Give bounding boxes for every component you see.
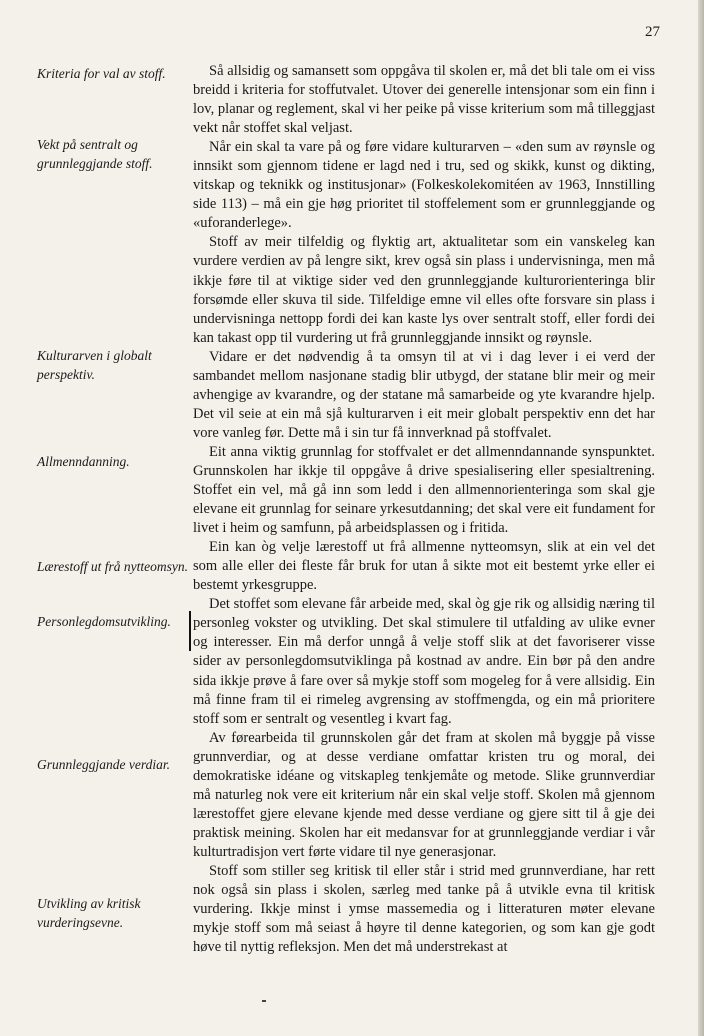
paragraph-grunnverdiar: Av førearbeida til grunnskolen går det fram at skolen må byggje på visse grunnverdiar, og at desse verdiane omfattar kristen tru og moral, dei demokratiske idéane og vitskapleg tenkjemåte og metode. Slike grunnverdiar må naturleg nok vere eit kriterium når ein skal velje stoff. Skolen må gjennom lærestoffet gjere elevane kjende med desse verdiane og gjere sitt til å gje dei praktisk meining. Skolen har eit medansvar for at grunnleggjande verdiar i vår kulturtradisjon vert førte vidare til nye generasjonar.: [193, 729, 655, 860]
margin-note-allmenndanning: Allmenndanning.: [37, 454, 130, 469]
margin-note-kulturarven: Kulturarven i globalt perspektiv.: [37, 348, 152, 382]
scan-mark: [262, 1000, 266, 1002]
body-text: [193, 62, 655, 957]
margin-note-laerestoff: Lærestoff ut frå nytteomsyn.: [37, 559, 188, 574]
margin-note-verdiar: Grunnleggjande verdiar.: [37, 757, 170, 772]
margin-note-kriteria: Kriteria for val av stoff.: [37, 66, 166, 81]
paragraph-criteria: Så allsidig og samansett som oppgåva til skolen er, må det bli tale om ei viss breidd i kriteria for stoffutvalet. Utover dei generelle intensjonar som ein finn i lov, planar og reglement, skal vi her peike på visse kriterium som må tilleggjast vekt når stoffet skal veljast.: [193, 63, 655, 137]
paragraph-allmenndanning: Eit anna viktig grunnlag for stoffvalet er det allmenndannande synspunktet. Grunnskolen har ikkje til oppgåve å drive spesialisering eller spesialtrening. Stoffet ein vel, må gå inn som ledd i den allmennorienteringa som skal gje elevane eit grunnlag for seinare yrkesutdanning; det skal vere eit fundament for livet i heim og samfunn, på arbeidsplassen og i fritida.: [193, 443, 655, 537]
page-number: 27: [645, 24, 660, 40]
paragraph-kulturarven: Når ein skal ta vare på og føre vidare kulturarven – «den sum av røynsle og innsikt som gjennom tidene er lagd ned i tru, sed og skikk, kunst og dikting, vitskap og teknikk og institusjonar» (Folkeskolekomitéen av 1963, Innstilling side 113) – må ein gje høg prioritet til stoffelement som er grunnleggjande og «uforanderlege».: [193, 139, 655, 232]
paragraph-kritisk: Stoff som stiller seg kritisk til eller står i strid med grunnverdiane, har rett nok også sin plass i skolen, særleg med tanke på å utvikle evna til kritisk vurdering. Ikkje minst i ymse massemedia og i litteraturen møter elevane mykje stoff som må seiast å høyre til denne kategorien, og som kan gje godt høve til nyttig refleksjon. Men det må understrekast at: [193, 862, 655, 956]
margin-note-personleg: Personlegdomsutvikling.: [37, 614, 171, 629]
page-edge: [698, 0, 704, 1036]
paragraph-tilfeldig-stoff: Stoff av meir tilfeldig og flyktig art, aktualitetar som ein vanskeleg kan vurdere verdien av på lengre sikt, krev også sin plass i undervisninga, men må ikkje føre til at viktige sider ved den grunnleggjande kulturorienteringa blir forsømde eller skuva til side. Tilfeldige emne vil elles ofte forsvare sin plass i undervisninga nettopp fordi dei kan kaste lys over sentralt stoff, eller fordi dei kan takast opp til vurdering ut frå grunnleggjande innsikt og røynsle.: [193, 234, 655, 346]
margin-note-utvikling: Utvikling av kritisk vurderingsevne.: [37, 896, 141, 930]
margin-note-vekt: Vekt på sentralt og grunnleggjande stoff.: [37, 137, 153, 171]
paragraph-nytteomsyn: Ein kan òg velje lærestoff ut frå allmenne nytteomsyn, slik at ein vel det som alle eller dei fleste får bruk for utan å sikte mot eit bestemt yrke eller ei bestemt yrkesgruppe.: [193, 539, 655, 594]
change-bar: [189, 611, 191, 651]
paragraph-personlegdom: Det stoffet som elevane får arbeide med, skal òg gje rik og allsidig næring til personleg vokster og utvikling. Det skal stimulere til utfalding av ulike evner og interesser. Ein må derfor unngå å velje stoff slik at det favoriserer visse sider av personlegdomsutviklinga på kostnad av andre. Ein bør på den andre sida ikkje prøve å fare over så mykje stoff som mogeleg for å vere allsidig. Ein må finne fram til ei rimeleg avgrensing av stoffmengda, og ein må prioritere stoff som er sentralt og vesentleg i kvart fag.: [193, 596, 655, 727]
paragraph-globalt: Vidare er det nødvendig å ta omsyn til at vi i dag lever i ei verd der sambandet mellom nasjonane stadig blir utbygd, der statane blir meir og meir avhengige av kvarandre, og der statane må samarbeide og yte kvarandre hjelp. Det vil seie at ein må sjå kulturarven i eit meir globalt perspektiv enn det har vore vanleg før. Dette må i sin tur få innverknad på stoffvalet.: [193, 348, 655, 441]
